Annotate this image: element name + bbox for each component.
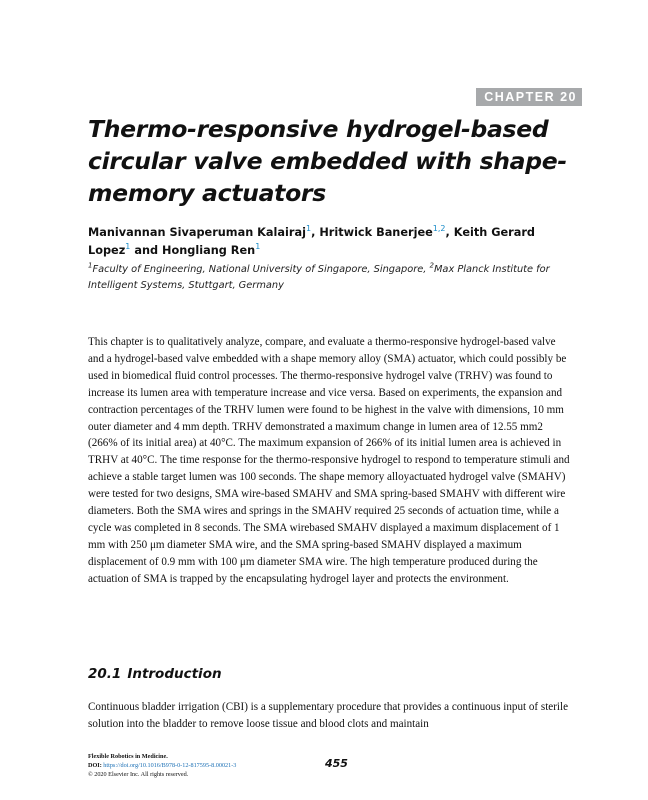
chapter-label: CHAPTER 20: [476, 88, 582, 106]
affiliation-text: Faculty of Engineering, National University of Singapore, Singapore,: [92, 264, 430, 275]
affiliation-marker: 2: [429, 261, 434, 270]
doi-label: DOI:: [88, 762, 104, 769]
affiliation-text: Max Planck Institute for Intelligent Systems, Stuttgart, Germany: [88, 264, 550, 291]
section-number: 20.1: [88, 666, 122, 682]
footer: [88, 752, 348, 779]
author-affiliation-marker[interactable]: 1: [125, 242, 131, 252]
author-separator: and: [130, 244, 163, 257]
book-title: Flexible Robotics in Medicine.: [88, 753, 168, 760]
author-name: Keith Gerard Lopez: [88, 226, 536, 257]
affiliation-marker: 1: [88, 261, 93, 270]
author-affiliation-marker[interactable]: 1: [306, 224, 312, 234]
section-title: Introduction: [127, 666, 222, 682]
copyright: © 2020 Elsevier Inc. All rights reserved.: [88, 771, 189, 778]
author-affiliation-marker[interactable]: 1: [255, 242, 261, 252]
author-name: Hongliang Ren: [162, 244, 256, 257]
author-list: [88, 224, 578, 260]
author-affiliation-marker[interactable]: 1,2: [432, 224, 446, 234]
doi-line: [88, 761, 348, 770]
intro-paragraph: Continuous bladder irrigation (CBI) is a supplementary procedure that provides a continuous input of sterile solution into the bladder to remove loose tissue and blood clots and maintain: [88, 701, 569, 730]
affiliations: [88, 262, 568, 293]
section-heading: [88, 666, 222, 682]
author-name: Manivannan Sivaperuman Kalairaj: [88, 226, 306, 239]
abstract-paragraph: This chapter is to qualitatively analyze, compare, and evaluate a thermo-responsive hydrogel-based valve and a hydrogel-based valve embedded with a shape memory alloy (SMA) actuator, which could possibly be used in biomedical fluid control processes. The thermo-responsive hydrogel valve (TRHV) was found to increase its lumen area with temperature increase and vice versa. Based on experiments, the expansion and contraction percentages of the TRHV lumen were found to be highest in the valve with dimensions, 10 mm outer diameter and 4 mm depth. TRHV demonstrated a maximum change in lumen area of 12.55 mm2 (266% of its initial area) at 40°C. The maximum expansion of 266% of its initial lumen area is achieved in TRHV at 40°C. The time response for the thermo-responsive hydrogel to respond to temperature stimuli and achieve a stable target lumen was 100 seconds. The shape memory alloyactuated hydrogel valve (SMAHV) were tested for two designs, SMA wire-based SMAHV and SMA spring-based SMAHV with different wire diameters. Both the SMA wires and springs in the SMAHV required 25 seconds of actuation time, while a cycle was completed in 8 seconds. The SMA wirebased SMAHV displayed a maximum displacement of 1 mm with 250 μm diameter SMA wire, and the SMA spring-based SMAHV displayed a maximum displacement of 0.9 mm with 100 μm diameter SMA wire. The high temperature produced during the actuation of SMA is trapped by the encapsulating hydrogel layer and protects the environment.: [88, 336, 570, 585]
author-separator: ,: [311, 226, 320, 239]
doi-link[interactable]: https://doi.org/10.1016/B978-0-12-817595-8.00021-3: [103, 762, 237, 769]
page-number: 455: [325, 757, 348, 770]
author-name: Hritwick Banerjee: [319, 226, 433, 239]
author-separator: ,: [445, 226, 454, 239]
chapter-title: Thermo-responsive hydrogel-based circular valve embedded with shape-memory actuators: [88, 115, 567, 207]
